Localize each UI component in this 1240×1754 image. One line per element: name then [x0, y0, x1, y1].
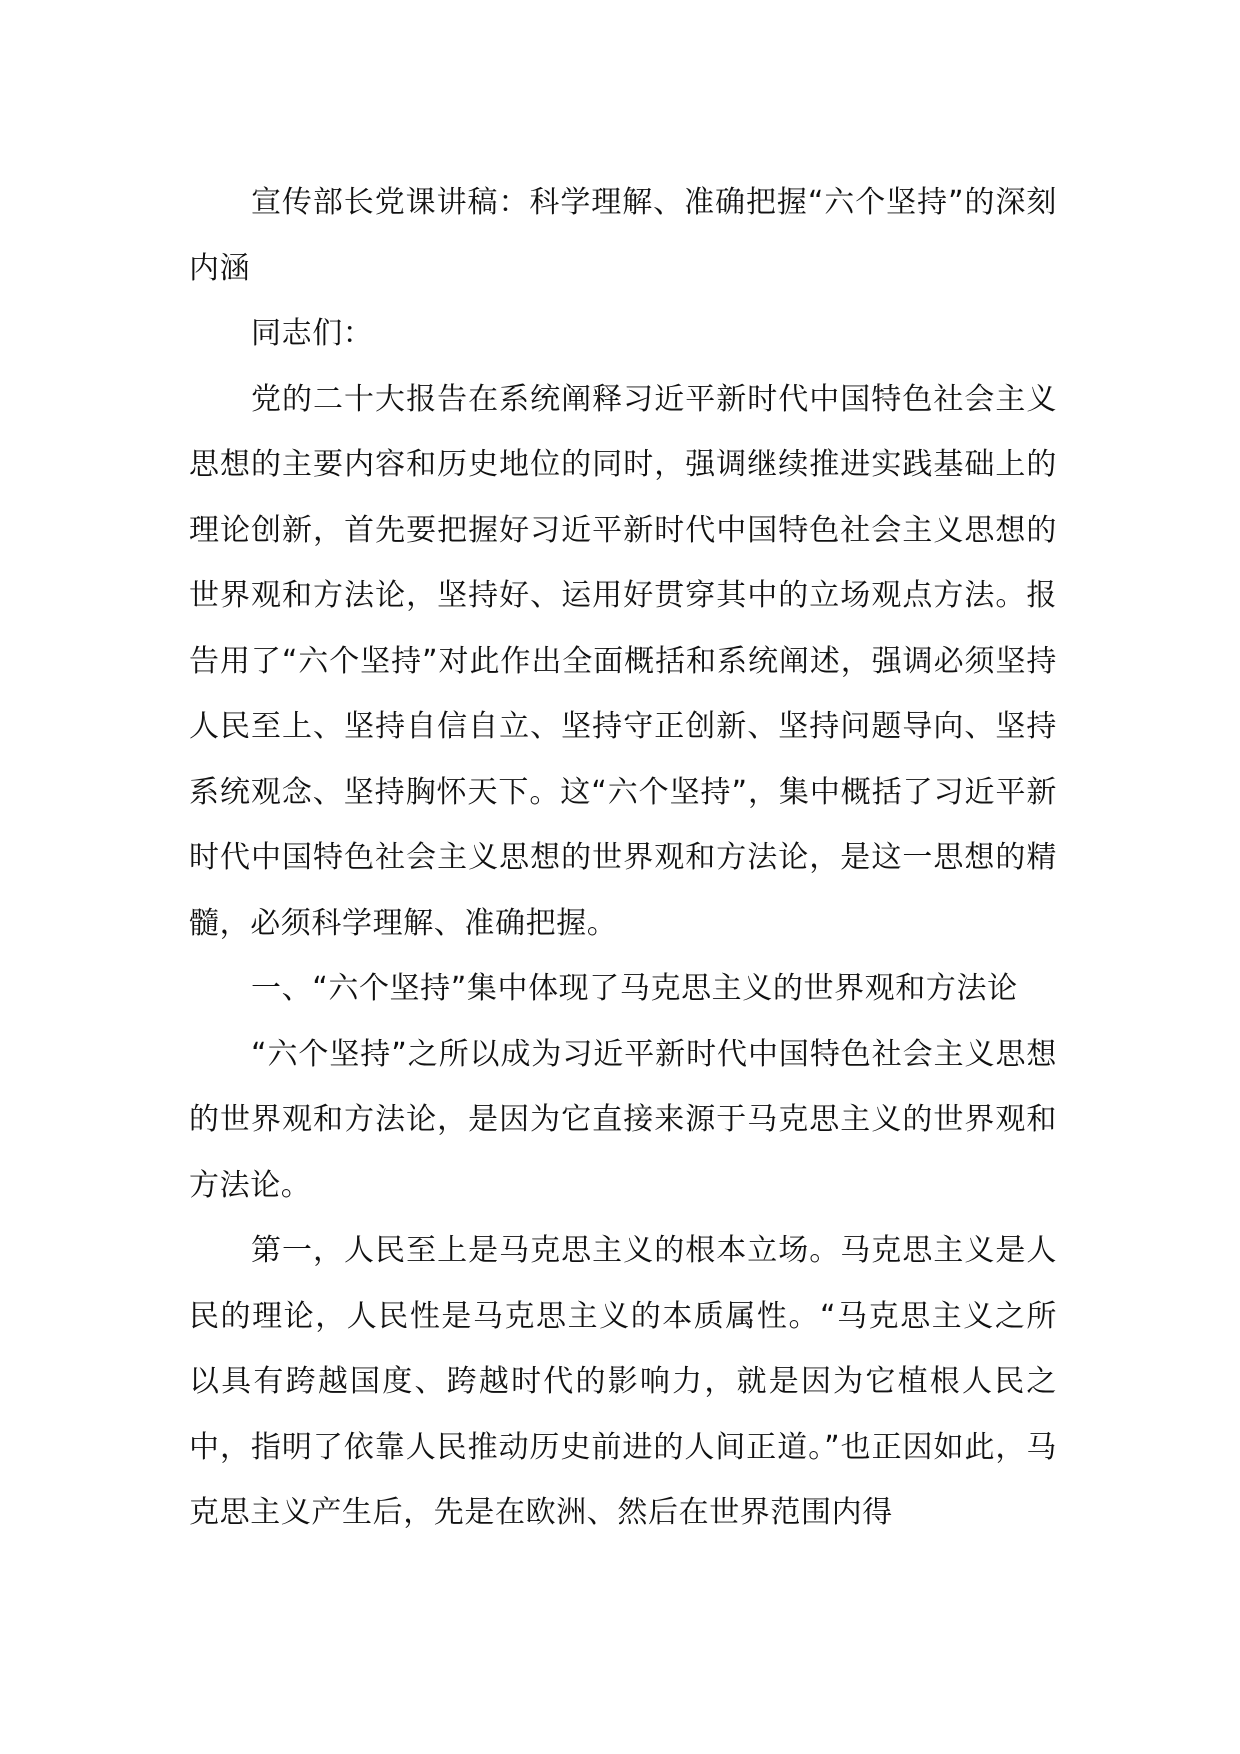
- document-title: 宣传部长党课讲稿：科学理解、准确把握“六个坚持”的深刻内涵: [189, 185, 1057, 286]
- paragraph-section-1-intro: “六个坚持”之所以成为习近平新时代中国特色社会主义思想的世界观和方法论，是因为它直接来源于马克思主义的世界观和方法论。: [189, 1036, 1057, 1203]
- salutation: 同志们：: [251, 316, 374, 351]
- paragraph-intro: 党的二十大报告在系统阐释习近平新时代中国特色社会主义思想的主要内容和历史地位的同时，强调继续推进实践基础上的理论创新，首先要把握好习近平新时代中国特色社会主义思想的世界观和方法论，坚持好、运用好贯穿其中的立场观点方法。报告用了“六个坚持”对此作出全面概括和系统阐述，强调必须坚持人民至上、坚持自信自立、坚持守正创新、坚持问题导向、坚持系统观念、坚持胸怀天下。这“六个坚持”，集中概括了习近平新时代中国特色社会主义思想的世界观和方法论，是这一思想的精髓，必须科学理解、准确把握。: [189, 381, 1057, 941]
- section-heading-1: 一、“六个坚持”集中体现了马克思主义的世界观和方法论: [251, 971, 1018, 1006]
- document-body: [189, 170, 1057, 1546]
- paragraph-first-point: 第一，人民至上是马克思主义的根本立场。马克思主义是人民的理论，人民性是马克思主义的本质属性。“马克思主义之所以具有跨越国度、跨越时代的影响力，就是因为它植根人民之中，指明了依靠人民推动历史前进的人间正道。”也正因如此，马克思主义产生后，先是在欧洲、然后在世界范围内得: [189, 1233, 1057, 1530]
